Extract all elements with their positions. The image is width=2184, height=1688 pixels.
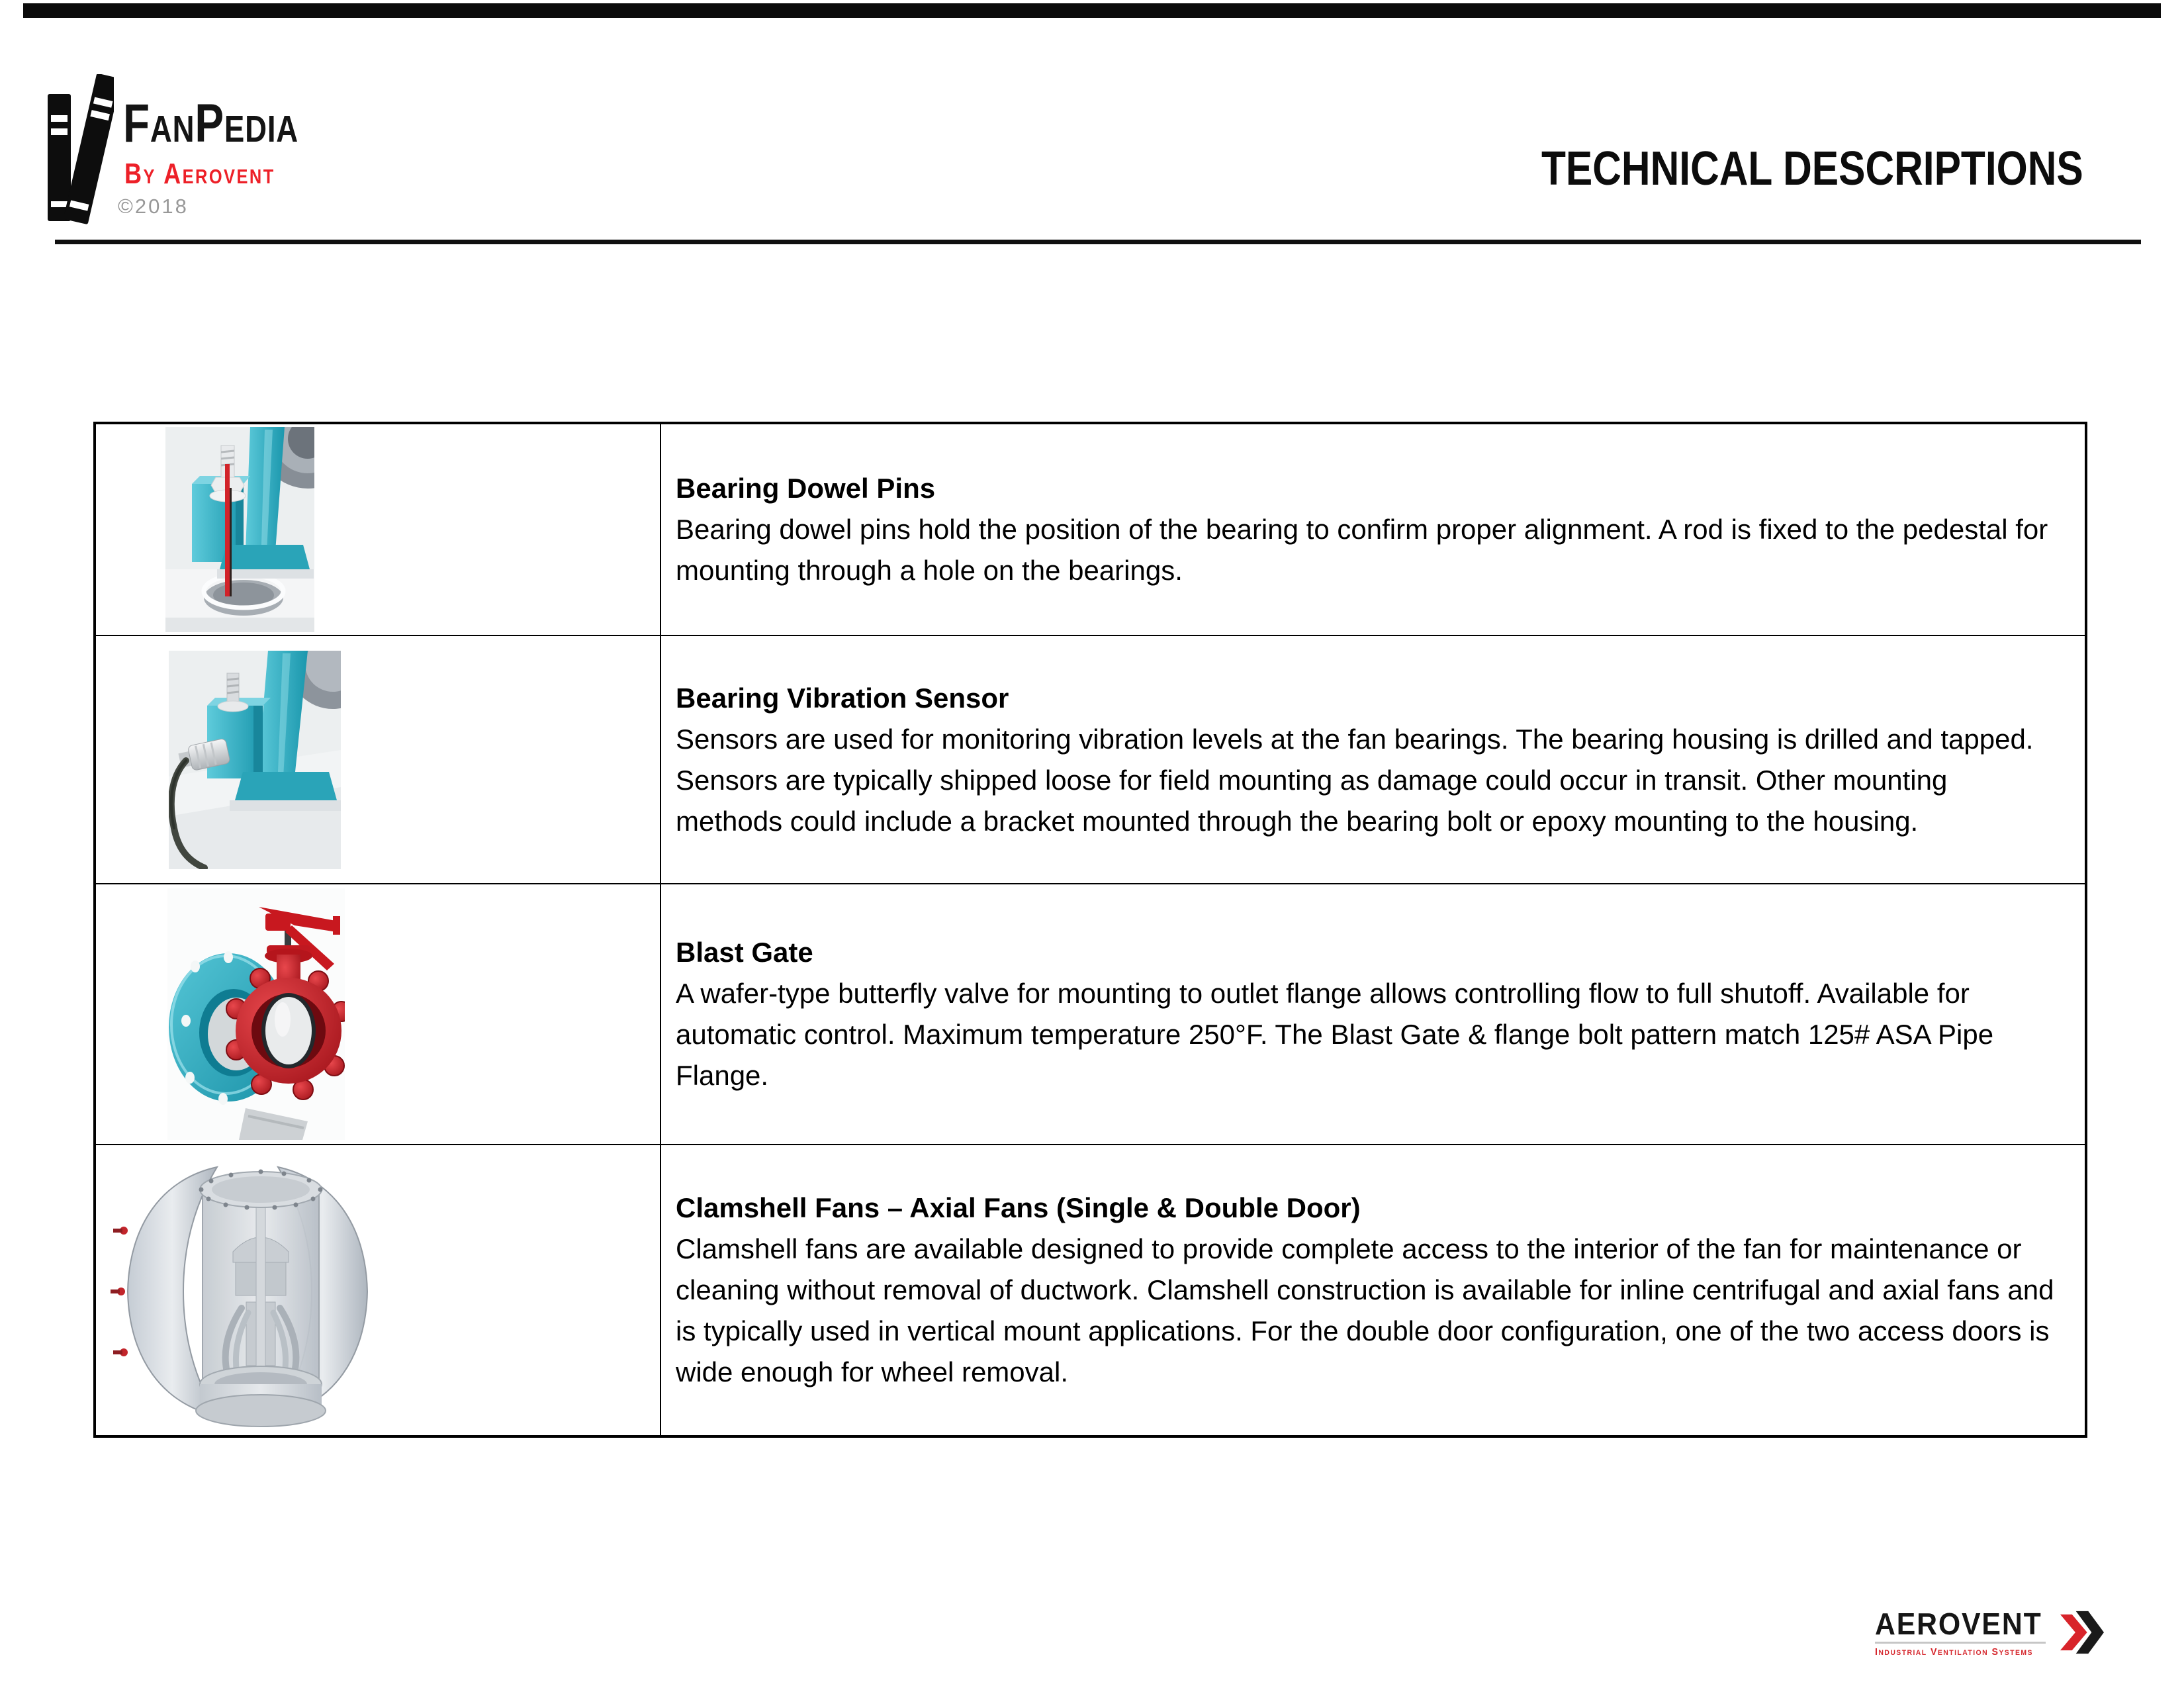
blast-gate-image (167, 888, 345, 1140)
books-icon (46, 74, 114, 225)
footer-brand: AEROVENT (1875, 1607, 2042, 1641)
double-chevron-icon (2060, 1607, 2104, 1658)
text-cell (661, 1145, 2085, 1435)
footer-logo (1875, 1607, 2104, 1658)
table-row (96, 424, 2085, 635)
footer-text (1875, 1607, 2055, 1658)
text-cell (661, 636, 2085, 883)
entry-title: Clamshell Fans – Axial Fans (Single & Double Door) (676, 1192, 1361, 1223)
text-cell (661, 424, 2085, 635)
footer-tagline: Industrial Ventilation Systems (1875, 1646, 2033, 1658)
brand-name: FanPedia (123, 93, 299, 154)
image-cell (96, 424, 661, 635)
table-row (96, 1144, 2085, 1435)
image-cell (96, 884, 661, 1144)
entry-description: Bearing dowel pins hold the position of the bearing to confirm proper alignment. A rod is fixed to the pedestal for mounting through a hole on the bearings. (676, 514, 2048, 586)
entry-title: Bearing Vibration Sensor (676, 682, 1009, 714)
brand-copyright: ©2018 (118, 195, 189, 218)
entry-description: Sensors are used for monitoring vibration levels at the fan bearings. The bearing housing is drilled and tapped. Sensors are typically shipped loose for field mounting as damage could occur in transit. Other mounting methods could include a bracket mounted through the bearing bolt or epoxy mounting to the housing. (676, 723, 2034, 837)
header-rule (55, 240, 2141, 244)
image-cell (96, 636, 661, 883)
text-cell (661, 884, 2085, 1144)
entry-title: Blast Gate (676, 937, 813, 968)
top-edge-bar (23, 3, 2161, 18)
clamshell-fan-image (109, 1151, 386, 1429)
table-row (96, 883, 2085, 1144)
technical-descriptions-table (93, 422, 2087, 1438)
bearing-vibration-sensor-image (169, 651, 341, 869)
entry-title: Bearing Dowel Pins (676, 473, 936, 504)
bearing-dowel-pins-image (165, 427, 314, 632)
entry-description: Clamshell fans are available designed to provide complete access to the interior of the fan for maintenance or cleaning without removal of ductwork. Clamshell construction is available for inline centrifugal and axial fans and is typically used in vertical mount applications. For the double door configuration, one of the two access doors is wide enough for wheel removal. (676, 1233, 2054, 1387)
entry-description: A wafer-type butterfly valve for mounting to outlet flange allows controlling flow to full shutoff. Available for automatic control. Maximum temperature 250°F. The Blast Gate & flange bolt pattern match 125# ASA Pipe Flange. (676, 978, 1994, 1091)
brand-byline: By Aerovent (124, 158, 275, 190)
image-cell (96, 1145, 661, 1435)
table-row (96, 635, 2085, 883)
page-title: TECHNICAL DESCRIPTIONS (1541, 142, 2083, 195)
footer-divider (1875, 1642, 2046, 1644)
